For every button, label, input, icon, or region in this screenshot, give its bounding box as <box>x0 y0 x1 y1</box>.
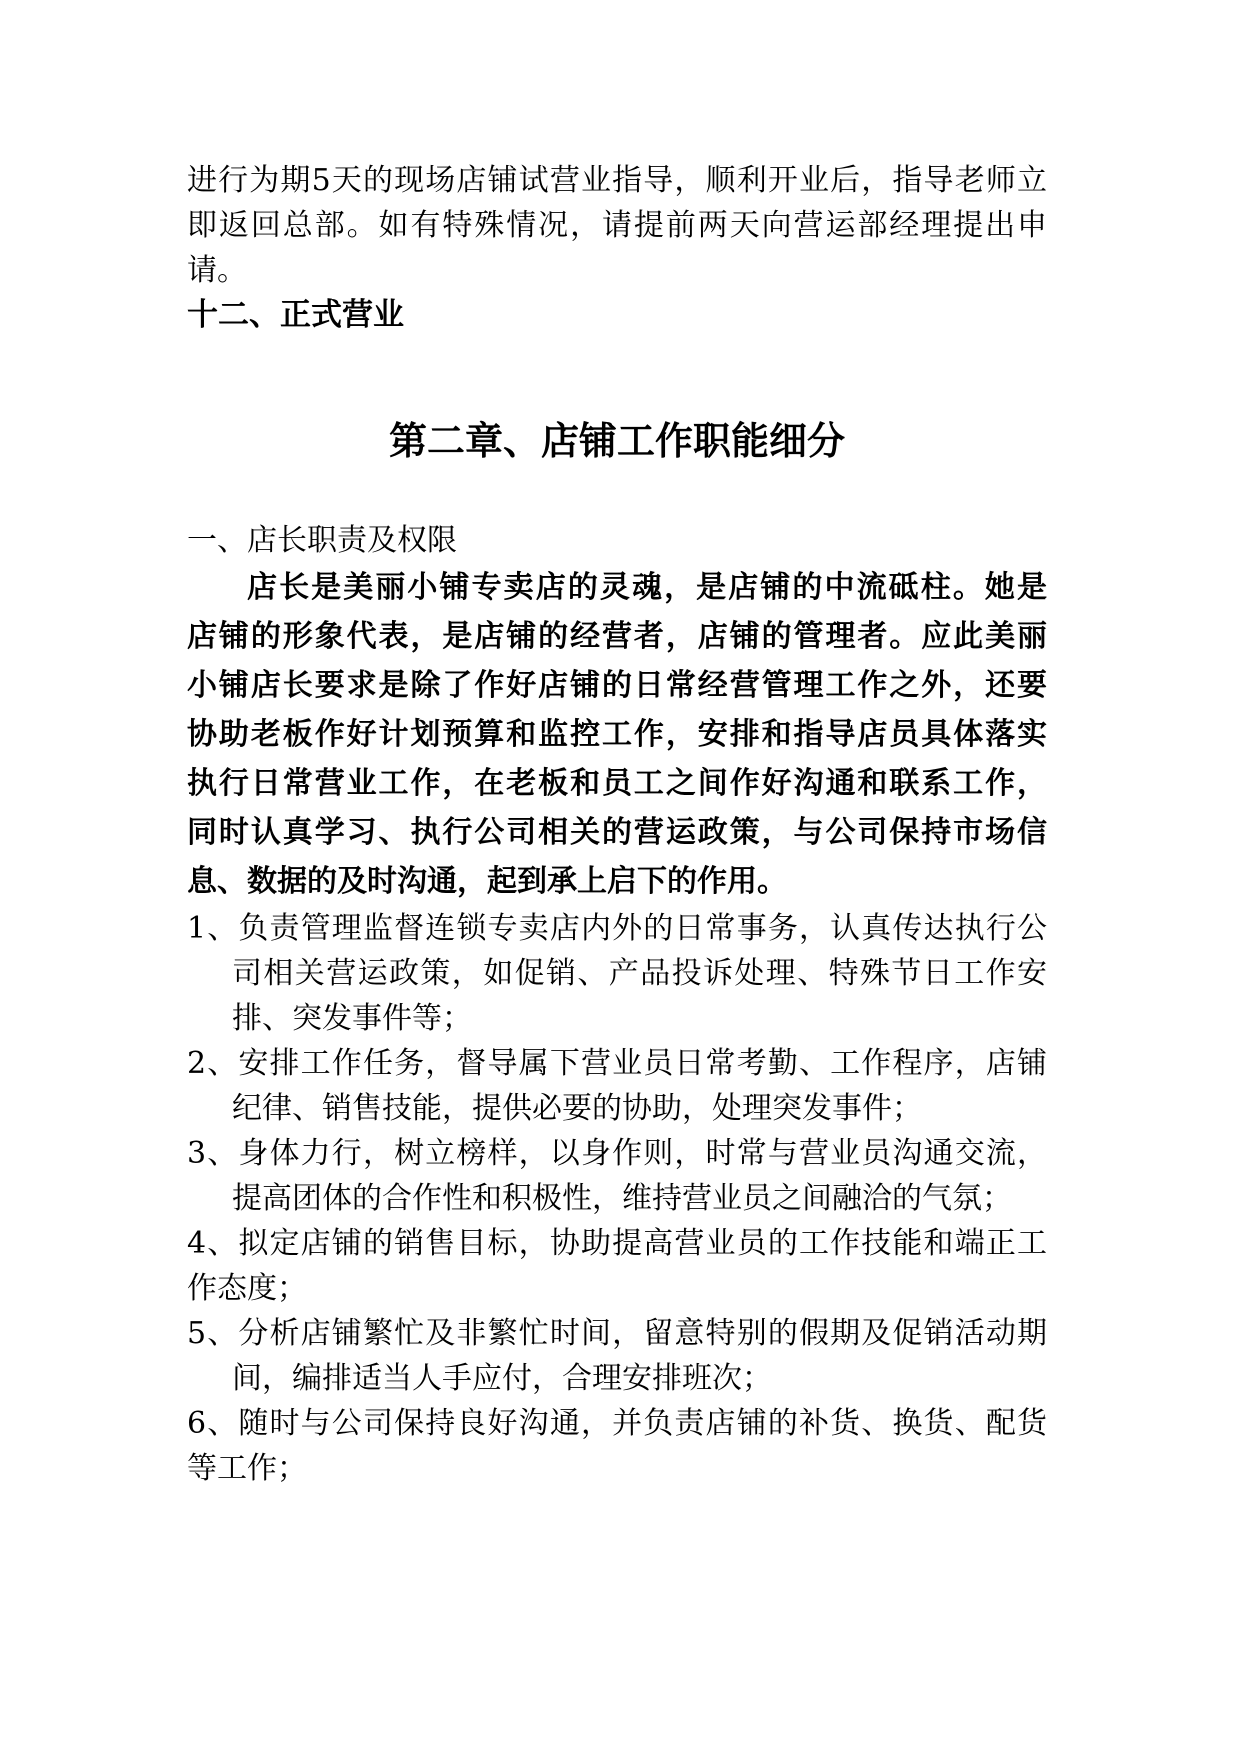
text-line: 进行为期5天的现场店铺试营业指导，顺利开业后，指导老师立 <box>187 163 1047 198</box>
list-item <box>187 1131 1047 1221</box>
text-line: 排、突发事件等； <box>232 1001 472 1036</box>
text-line: 纪律、销售技能，提供必要的协助，处理突发事件； <box>232 1091 922 1126</box>
text-line: 提高团体的合作性和积极性，维持营业员之间融洽的气氛； <box>232 1181 1012 1216</box>
subsection-heading: 一、店长职责及权限 <box>187 523 457 558</box>
text-line: 等工作； <box>187 1451 307 1486</box>
text-line: 协助老板作好计划预算和监控工作，安排和指导店员具体落实 <box>187 717 1047 752</box>
text-line: 店长是美丽小铺专卖店的灵魂，是店铺的中流砥柱。她是 <box>247 570 1047 605</box>
text-line: 4、拟定店铺的销售目标，协助提高营业员的工作技能和端正工 <box>187 1226 1047 1261</box>
chapter-title: 第二章、店铺工作职能细分 <box>388 418 845 463</box>
text-line: 间，编排适当人手应付，合理安排班次； <box>232 1361 772 1396</box>
list-item <box>187 906 1047 1041</box>
list-item <box>187 1221 1047 1311</box>
text-line: 请。 <box>187 253 247 288</box>
text-line: 5、分析店铺繁忙及非繁忙时间，留意特别的假期及促销活动期 <box>187 1316 1047 1351</box>
section-heading: 十二、正式营业 <box>187 297 404 333</box>
text-line: 店铺的形象代表，是店铺的经营者，店铺的管理者。应此美丽 <box>187 619 1047 654</box>
document-page <box>187 158 1047 1491</box>
text-line: 小铺店长要求是除了作好店铺的日常经营管理工作之外，还要 <box>187 668 1047 703</box>
text-line: 息、数据的及时沟通，起到承上启下的作用。 <box>187 864 787 899</box>
text-line: 执行日常营业工作，在老板和员工之间作好沟通和联系工作， <box>187 766 1047 801</box>
list-item <box>187 1401 1047 1491</box>
text-line: 2、安排工作任务，督导属下营业员日常考勤、工作程序，店铺 <box>187 1046 1047 1081</box>
text-line: 6、随时与公司保持良好沟通，并负责店铺的补货、换货、配货 <box>187 1406 1047 1441</box>
text-line: 司相关营运政策，如促销、产品投诉处理、特殊节日工作安 <box>232 956 1047 991</box>
duty-list <box>187 906 1047 1491</box>
text-line: 即返回总部。如有特殊情况，请提前两天向营运部经理提出申 <box>187 208 1047 243</box>
text-line: 同时认真学习、执行公司相关的营运政策，与公司保持市场信 <box>187 815 1047 850</box>
list-item <box>187 1041 1047 1131</box>
text-line: 1、负责管理监督连锁专卖店内外的日常事务，认真传达执行公 <box>187 911 1047 946</box>
intro-paragraph <box>187 158 1047 293</box>
lead-paragraph <box>187 563 1047 906</box>
text-line: 3、身体力行，树立榜样，以身作则，时常与营业员沟通交流， <box>187 1136 1047 1171</box>
list-item <box>187 1311 1047 1401</box>
text-line: 作态度； <box>187 1271 307 1306</box>
